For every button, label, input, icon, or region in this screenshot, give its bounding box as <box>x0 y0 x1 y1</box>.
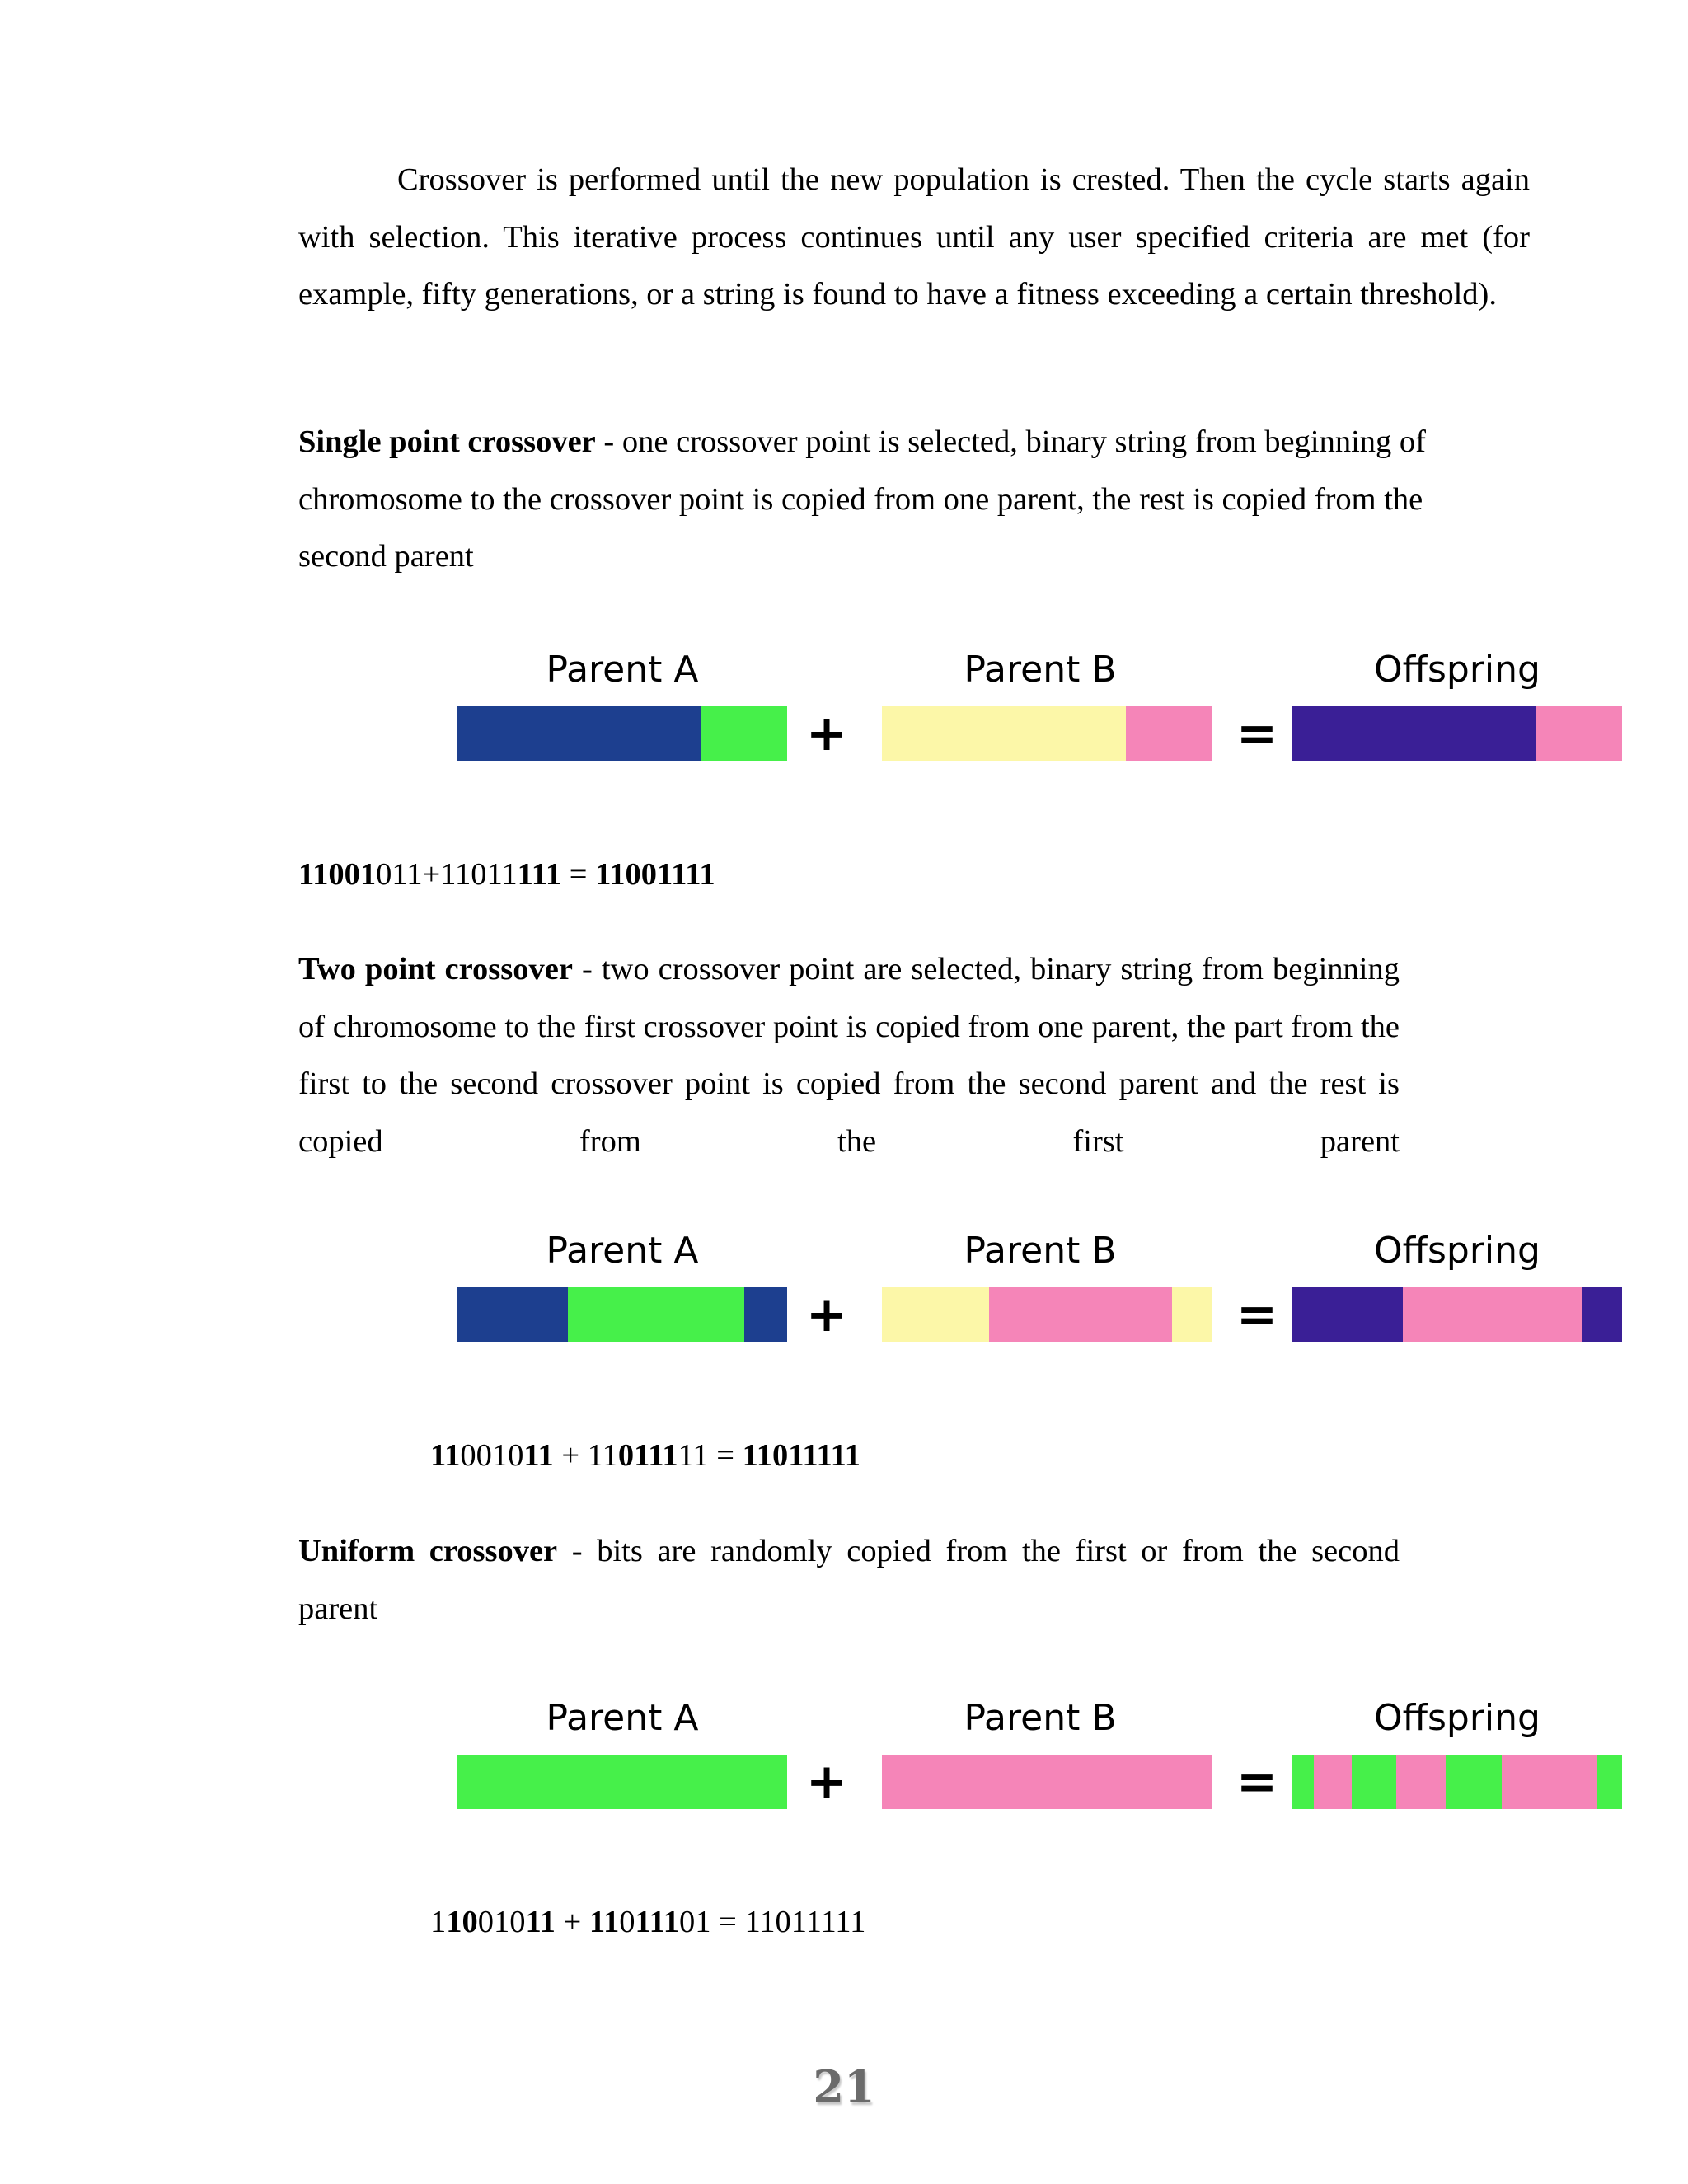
plus-sign: + <box>805 1753 848 1811</box>
parent-a-segment <box>744 1287 787 1342</box>
plus-sign: + <box>805 1286 848 1343</box>
parent-a-label: Parent A <box>546 1230 699 1272</box>
eq-part: 11 = <box>678 1438 743 1473</box>
parent-a-segment <box>701 706 787 761</box>
equals-sign: = <box>1236 705 1278 762</box>
eq-part: 111 <box>517 857 562 892</box>
uniform-paragraph <box>298 1523 1400 1638</box>
eq-part: + 11 <box>553 1438 618 1473</box>
parent-a-segment <box>457 1755 787 1809</box>
offspring-label: Offspring <box>1374 1230 1540 1272</box>
two-point-equation <box>430 1435 860 1476</box>
eq-part: 111 <box>635 1905 680 1939</box>
eq-result: 11001111 <box>595 857 715 892</box>
two-point-title: Two point crossover <box>298 952 573 987</box>
two-point-desc: - two crossover point are selected, binary string from beginning of chromosome to the first crossover point is copied from one parent, the part from the first to the second crossover point is copied from the second parent and the rest is copied from the first parent <box>298 952 1400 1159</box>
single-point-desc: - one crossover point is selected, binary string from beginning of chromosome to the crossover point is copied from one parent, the rest is copied from the second parent <box>298 424 1426 574</box>
eq-part: 0010 <box>460 1438 524 1473</box>
single-point-title: Single point crossover <box>298 424 596 459</box>
eq-part: + <box>555 1905 589 1939</box>
eq-part: 01 = 11011111 <box>679 1905 866 1939</box>
eq-part: 11 <box>525 1905 556 1939</box>
parent-a-bar <box>457 1755 787 1809</box>
offspring-segment <box>1582 1287 1622 1342</box>
equals-sign: = <box>1236 1286 1278 1343</box>
eq-part: 11 <box>523 1438 554 1473</box>
parent-a-segment <box>457 706 701 761</box>
parent-b-segment <box>882 1755 1212 1809</box>
offspring-segment <box>1292 1755 1314 1809</box>
eq-part: 11 <box>588 1905 620 1939</box>
intro-text: Crossover is performed until the new population is crested. Then the cycle starts again with selection. This iterative process continues until any user specified criteria are met (for example, fifty generations, or a string is found to have a fitness exceeding a certain threshold). <box>298 162 1530 312</box>
page-number: 21 <box>813 2060 875 2113</box>
parent-b-bar <box>882 1287 1212 1342</box>
eq-part: 0 <box>619 1905 635 1939</box>
uniform-desc: - bits are randomly copied from the first or from the second parent <box>298 1534 1400 1626</box>
equals-sign: = <box>1236 1753 1278 1811</box>
offspring-bar <box>1292 706 1622 761</box>
uniform-title: Uniform crossover <box>298 1534 558 1568</box>
uniform-equation <box>430 1901 865 1943</box>
single-point-paragraph <box>298 414 1502 586</box>
two-point-paragraph <box>298 941 1400 1228</box>
parent-b-segment <box>882 706 1126 761</box>
uniform-diagram <box>0 1695 1688 1819</box>
single-point-diagram <box>0 647 1688 771</box>
parent-a-label: Parent A <box>546 1697 699 1739</box>
intro-paragraph <box>298 152 1530 324</box>
parent-a-bar <box>457 706 787 761</box>
offspring-segment <box>1352 1755 1396 1809</box>
offspring-bar <box>1292 1287 1622 1342</box>
offspring-bar <box>1292 1755 1622 1809</box>
offspring-segment <box>1502 1755 1597 1809</box>
eq-part: 11001 <box>298 857 377 892</box>
eq-result: 11011111 <box>742 1438 861 1473</box>
parent-b-bar <box>882 1755 1212 1809</box>
eq-part: 010 <box>477 1905 526 1939</box>
parent-b-label: Parent B <box>964 1697 1117 1739</box>
offspring-label: Offspring <box>1374 649 1540 691</box>
parent-a-bar <box>457 1287 787 1342</box>
parent-a-segment <box>568 1287 744 1342</box>
single-point-equation <box>298 854 715 895</box>
parent-b-segment <box>1172 1287 1212 1342</box>
eq-part: 10 <box>446 1905 478 1939</box>
eq-part: 011+11011 <box>376 857 518 892</box>
offspring-segment <box>1314 1755 1352 1809</box>
parent-b-segment <box>882 1287 989 1342</box>
parent-b-segment <box>1126 706 1212 761</box>
eq-part: = <box>561 857 596 892</box>
parent-a-segment <box>457 1287 568 1342</box>
offspring-segment <box>1446 1755 1502 1809</box>
two-point-diagram <box>0 1228 1688 1352</box>
eq-part: 11 <box>430 1438 461 1473</box>
parent-b-label: Parent B <box>964 1230 1117 1272</box>
parent-a-label: Parent A <box>546 649 699 691</box>
offspring-segment <box>1292 706 1536 761</box>
parent-b-segment <box>989 1287 1172 1342</box>
parent-b-bar <box>882 706 1212 761</box>
eq-part: 0111 <box>617 1438 678 1473</box>
eq-part: 1 <box>430 1905 447 1939</box>
offspring-segment <box>1403 1287 1582 1342</box>
offspring-segment <box>1536 706 1622 761</box>
offspring-segment <box>1597 1755 1622 1809</box>
offspring-label: Offspring <box>1374 1697 1540 1739</box>
offspring-segment <box>1292 1287 1403 1342</box>
plus-sign: + <box>805 705 848 762</box>
parent-b-label: Parent B <box>964 649 1117 691</box>
offspring-segment <box>1396 1755 1446 1809</box>
